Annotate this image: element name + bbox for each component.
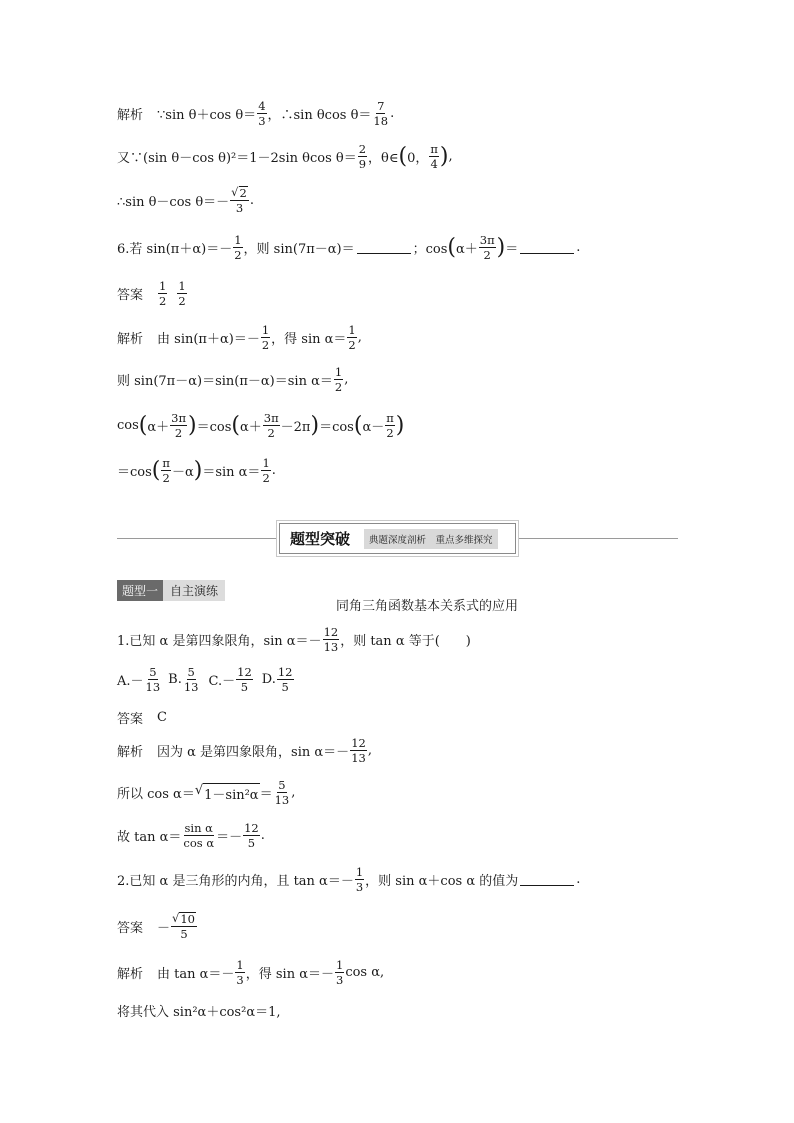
numerator (171, 912, 197, 927)
numerator: 3π (263, 411, 279, 425)
solution-1-line-1 (117, 737, 734, 764)
math-text: ，得 sin α＝ (271, 332, 347, 348)
tag-mode: 自主演练 (163, 580, 225, 601)
fraction (183, 666, 200, 693)
math-text: α＋ (147, 420, 170, 436)
math-text: . (271, 463, 276, 479)
section-rule-right (516, 538, 678, 539)
denominator: 2 (159, 294, 167, 309)
left-paren: ( (447, 234, 456, 260)
solution-1-line-2 (117, 779, 734, 806)
solution-line-2: 又∵(sin θ－cos θ)²＝1－2sin θcos θ＝ $\frac{2}{9}$ ，θ∈ ( 0， $\frac{\pi}{4}$ ) , (117, 142, 453, 172)
sqrt: √ 10 (172, 911, 195, 926)
question-text: ＝ (505, 242, 519, 258)
label-daan: 答案 (117, 288, 144, 304)
math-text: 又∵(sin θ－cos θ)²＝1－2sin θcos θ＝ (117, 151, 357, 167)
fraction (429, 143, 439, 170)
answer-blank (520, 873, 574, 886)
numerator: 5 (278, 778, 286, 792)
math-text: ，θ∈ (368, 151, 399, 167)
section-subtitle: 典题深度剖析 重点多维探究 (364, 529, 498, 549)
denominator: 13 (145, 680, 161, 695)
question-6 (117, 234, 734, 261)
option-a: A.－ (117, 674, 144, 690)
denominator: 3 (336, 973, 344, 988)
denominator: 13 (323, 640, 339, 655)
fraction (161, 457, 171, 484)
sqrt: √ 1－sin²α (194, 782, 259, 803)
solution-6-line-4 (117, 457, 734, 484)
question-1-options (117, 666, 734, 693)
numerator: π (386, 411, 394, 425)
denominator: 3 (258, 114, 266, 129)
numerator: 12 (244, 821, 259, 835)
denominator: 13 (351, 751, 366, 766)
math-text: 则 sin(7π－α)＝sin(π－α)＝sin α＝ (117, 374, 333, 390)
left-paren: ( (353, 412, 363, 438)
solution-line-3 (117, 186, 734, 214)
numerator: 1 (334, 365, 343, 379)
math-text: . (249, 192, 254, 208)
denominator: 5 (240, 680, 249, 695)
numerator: 1 (178, 279, 186, 293)
left-paren: ( (151, 457, 161, 483)
numerator: 12 (237, 665, 252, 679)
math-text: ＝cos (196, 420, 232, 436)
denominator: 2 (174, 426, 183, 441)
math-text: α－ (362, 420, 385, 436)
denominator: 2 (483, 248, 491, 263)
answer-blank (357, 241, 411, 254)
radicand: 2 (239, 186, 247, 200)
numerator: 1 (348, 323, 356, 337)
right-paren: ) (193, 457, 203, 483)
fraction (334, 366, 343, 393)
numerator: 1 (262, 456, 270, 470)
option-d: D. (261, 672, 276, 688)
right-paren: ) (395, 412, 405, 438)
solution-1-line-3 (117, 822, 734, 849)
math-text: － (157, 920, 171, 936)
solution-line-1 (117, 100, 734, 127)
math-text: 因为 α 是第四象限角，sin α＝－ (157, 745, 350, 761)
math-text: , (367, 743, 372, 759)
numerator: π (430, 142, 438, 156)
math-text: cos α, (345, 965, 385, 981)
math-text: ＝cos (319, 420, 354, 436)
fraction (171, 912, 197, 940)
question-text: ，则 tan α 等于( ) (340, 634, 471, 650)
fraction (335, 959, 344, 986)
numerator: 2 (358, 142, 367, 156)
fraction (236, 666, 253, 693)
radicand: 1－sin²α (203, 783, 259, 803)
solution-6-line-1 (117, 324, 734, 351)
math-text: ∵sin θ＋cos θ＝ (157, 108, 257, 124)
denominator: 3 (236, 973, 244, 988)
math-text: ＝cos (117, 465, 152, 481)
math-text: 由 sin(π＋α)＝－ (157, 332, 260, 348)
question-text: 6.若 sin(π＋α)＝－ (117, 242, 233, 258)
question-text: ，则 sin α＋cos α 的值为 (365, 874, 519, 890)
fraction (235, 959, 244, 986)
numerator: 7 (377, 99, 385, 113)
fraction (170, 412, 187, 439)
numerator: 1 (234, 233, 242, 247)
fraction (158, 280, 167, 307)
answer-6 (117, 280, 734, 307)
numerator: 1 (336, 958, 344, 972)
numerator (230, 186, 249, 201)
denominator: 2 (334, 380, 343, 395)
question-text: . (576, 240, 581, 256)
answer-1 (117, 708, 734, 727)
denominator: 9 (358, 157, 367, 172)
fraction (274, 779, 291, 806)
math-text: 由 tan α＝－ (157, 967, 235, 983)
fraction (323, 626, 340, 653)
numerator: 1 (355, 865, 364, 879)
numerator: 12 (277, 665, 293, 679)
fraction (243, 822, 260, 849)
numerator: 3π (479, 233, 495, 247)
label-daan: 答案 (117, 920, 144, 936)
math-text: 0， (407, 151, 429, 167)
math-text: 所以 cos α＝ (117, 787, 195, 803)
fraction (372, 100, 389, 127)
question-2 (117, 866, 734, 893)
label-jiexi: 解析 (117, 332, 144, 348)
denominator: 13 (183, 680, 199, 695)
math-text: 将其代入 sin²α＋cos²α＝1, (117, 1005, 281, 1020)
denominator: 3 (235, 201, 244, 216)
math-text: ，得 sin α＝－ (245, 967, 334, 983)
question-text: 1.已知 α 是第四象限角，sin α＝－ (117, 634, 322, 650)
solution-2-line-1 (117, 959, 734, 986)
right-paren: ) (188, 412, 197, 438)
solution-2-line-2 (117, 1001, 734, 1020)
label-jiexi: 解析 (117, 967, 144, 983)
denominator: 2 (162, 471, 170, 486)
math-text: ∴sin θ－cos θ＝－ (117, 194, 230, 210)
math-text: , (357, 330, 362, 346)
math-text: －α (171, 465, 194, 481)
fraction (355, 866, 364, 893)
denominator: 5 (180, 927, 188, 942)
left-paren: ( (398, 143, 408, 169)
denominator: 2 (262, 471, 270, 486)
math-text: , (291, 785, 296, 801)
math-text: ＝ (259, 787, 273, 803)
option-c: C.－ (208, 674, 236, 690)
math-text: , (344, 372, 349, 388)
numerator: 5 (187, 665, 195, 679)
numerator: 12 (351, 736, 366, 750)
left-paren: ( (231, 412, 240, 438)
question-text: 2.已知 α 是三角形的内角，且 tan α＝－ (117, 874, 354, 890)
math-text: 故 tan α＝ (117, 830, 182, 846)
denominator: 13 (274, 793, 290, 808)
denominator: 2 (178, 294, 186, 309)
option-b: B. (168, 672, 182, 688)
denominator: 18 (373, 114, 389, 129)
fraction (358, 143, 367, 170)
question-text: . (576, 872, 581, 888)
denominator: 4 (430, 157, 438, 172)
right-paren: ) (310, 412, 320, 438)
fraction (347, 324, 356, 351)
numerator: 4 (258, 99, 266, 113)
fraction (350, 737, 367, 764)
tag-type: 题型一 (117, 580, 163, 601)
fraction (261, 457, 270, 484)
fraction (233, 234, 242, 261)
fraction (277, 666, 294, 693)
denominator: 2 (234, 248, 242, 263)
denominator: 2 (261, 338, 270, 353)
question-text: ，则 sin(7π－α)＝ (243, 242, 355, 258)
denominator: 5 (247, 836, 256, 851)
answer-value: C (157, 710, 167, 725)
numerator: sin α (184, 821, 213, 835)
question-text: ；cos (412, 242, 448, 258)
solution-6-line-2 (117, 366, 734, 393)
math-text: －2π (280, 420, 311, 436)
math-text: ，∴sin θcos θ＝ (267, 108, 372, 124)
denominator: 5 (281, 680, 289, 695)
fraction (145, 666, 162, 693)
question-text: α＋ (456, 242, 478, 258)
fraction (263, 412, 280, 439)
fraction (182, 822, 215, 849)
topic-heading: 同角三角函数基本关系式的应用 (335, 599, 518, 614)
math-text: . (390, 106, 395, 122)
solution-6-line-3 (117, 412, 734, 439)
math-text: cos (117, 418, 139, 434)
numerator: 1 (159, 279, 167, 293)
right-paren: ) (439, 143, 449, 169)
fraction (385, 412, 395, 439)
numerator: 12 (323, 625, 339, 639)
math-text: . (260, 828, 265, 844)
numerator: 3π (171, 411, 187, 425)
fraction (177, 280, 186, 307)
fraction (261, 324, 270, 351)
fraction (257, 100, 266, 127)
sqrt: √ 2 (231, 185, 247, 200)
denominator: 2 (267, 426, 275, 441)
denominator: cos α (183, 836, 215, 851)
answer-2 (117, 912, 734, 940)
numerator: 1 (261, 323, 270, 337)
left-paren: ( (138, 412, 148, 438)
numerator: 5 (149, 665, 157, 679)
math-text: α＋ (240, 420, 262, 436)
section-rule-left (117, 538, 279, 539)
label-jiexi: 解析 (117, 108, 144, 124)
fraction (230, 186, 249, 214)
label-jiexi: 解析 (117, 745, 144, 761)
label-daan: 答案 (117, 712, 144, 727)
right-paren: ) (496, 234, 506, 260)
denominator: 3 (355, 880, 364, 895)
radicand: 10 (180, 912, 195, 926)
section-title: 题型突破 (290, 530, 351, 548)
fraction (479, 234, 496, 261)
math-text: ＝－ (216, 830, 243, 846)
denominator: 2 (386, 426, 394, 441)
section-header (279, 523, 516, 554)
answer-blank (520, 241, 574, 254)
numerator: π (162, 456, 170, 470)
numerator: 1 (236, 958, 244, 972)
math-text: ＝sin α＝ (202, 465, 261, 481)
question-1 (117, 626, 734, 653)
denominator: 2 (348, 338, 356, 353)
